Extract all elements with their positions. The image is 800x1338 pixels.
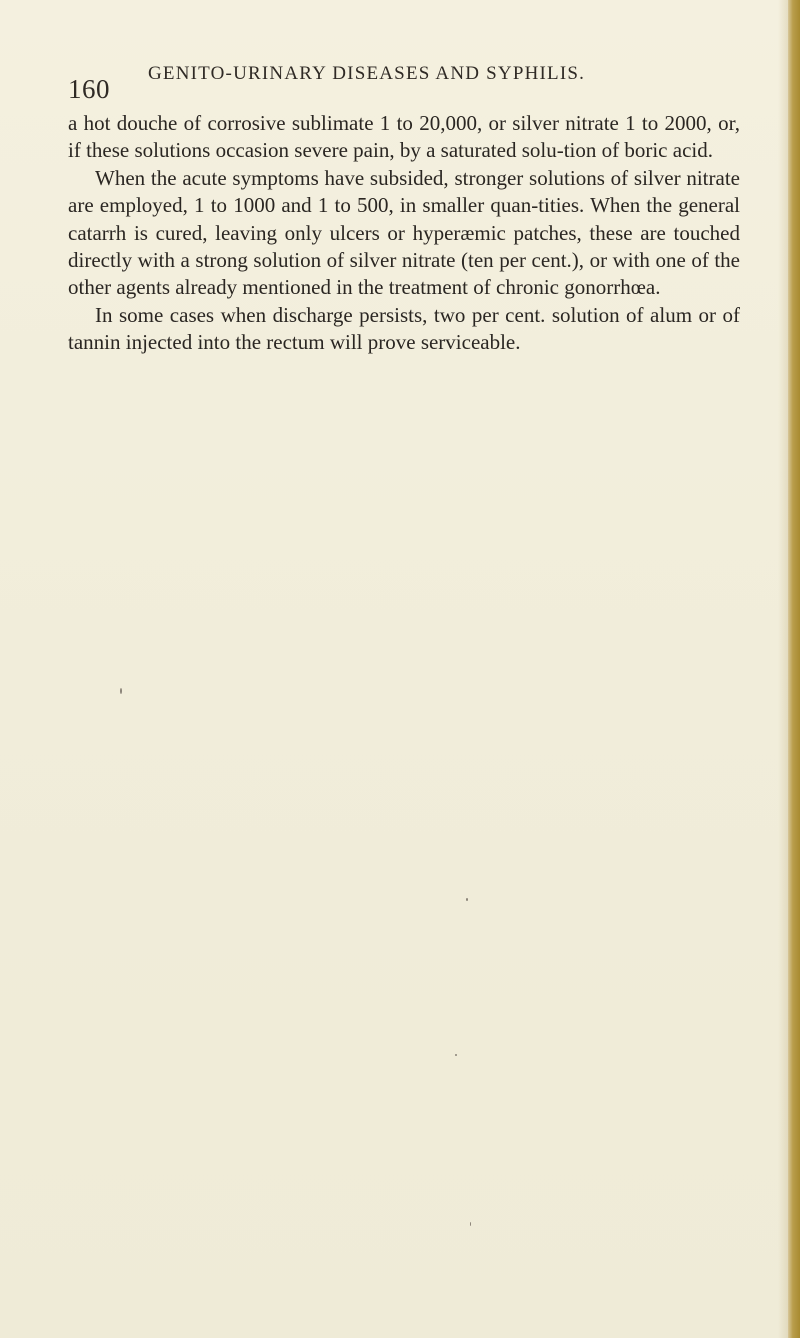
body-text xyxy=(68,110,740,357)
running-title: GENITO-URINARY DISEASES AND SYPHILIS. xyxy=(148,63,586,84)
paragraph-stronger-solutions: When the acute symptoms have subsided, stronger solutions of silver nitrate are employed, 1 to 1000 and 1 to 500, in smaller quan-tities. When the general catarrh is cured, leaving only ulcers or hyperæmic patches, these are touched directly with a strong solution of silver nitrate (ten per cent.), or with one of the other agents already mentioned in the treatment of chronic gonorrhœa. xyxy=(68,165,740,300)
paper-speck xyxy=(455,1054,457,1056)
page-edge-shadow xyxy=(778,0,788,1338)
paragraph-persistent-discharge: In some cases when discharge persists, two per cent. solution of alum or of tannin injected into the rectum will prove serviceable. xyxy=(68,302,740,355)
page-edge xyxy=(788,0,800,1338)
paragraph-continuation: a hot douche of corrosive sublimate 1 to 20,000, or silver nitrate 1 to 2000, or, if these solutions occasion severe pain, by a saturated solu-tion of boric acid. xyxy=(68,111,740,163)
page-header xyxy=(68,58,748,104)
paper-speck xyxy=(470,1222,471,1226)
paper-speck xyxy=(120,688,122,694)
page-number: 160 xyxy=(68,74,110,104)
paper-speck xyxy=(466,898,468,901)
